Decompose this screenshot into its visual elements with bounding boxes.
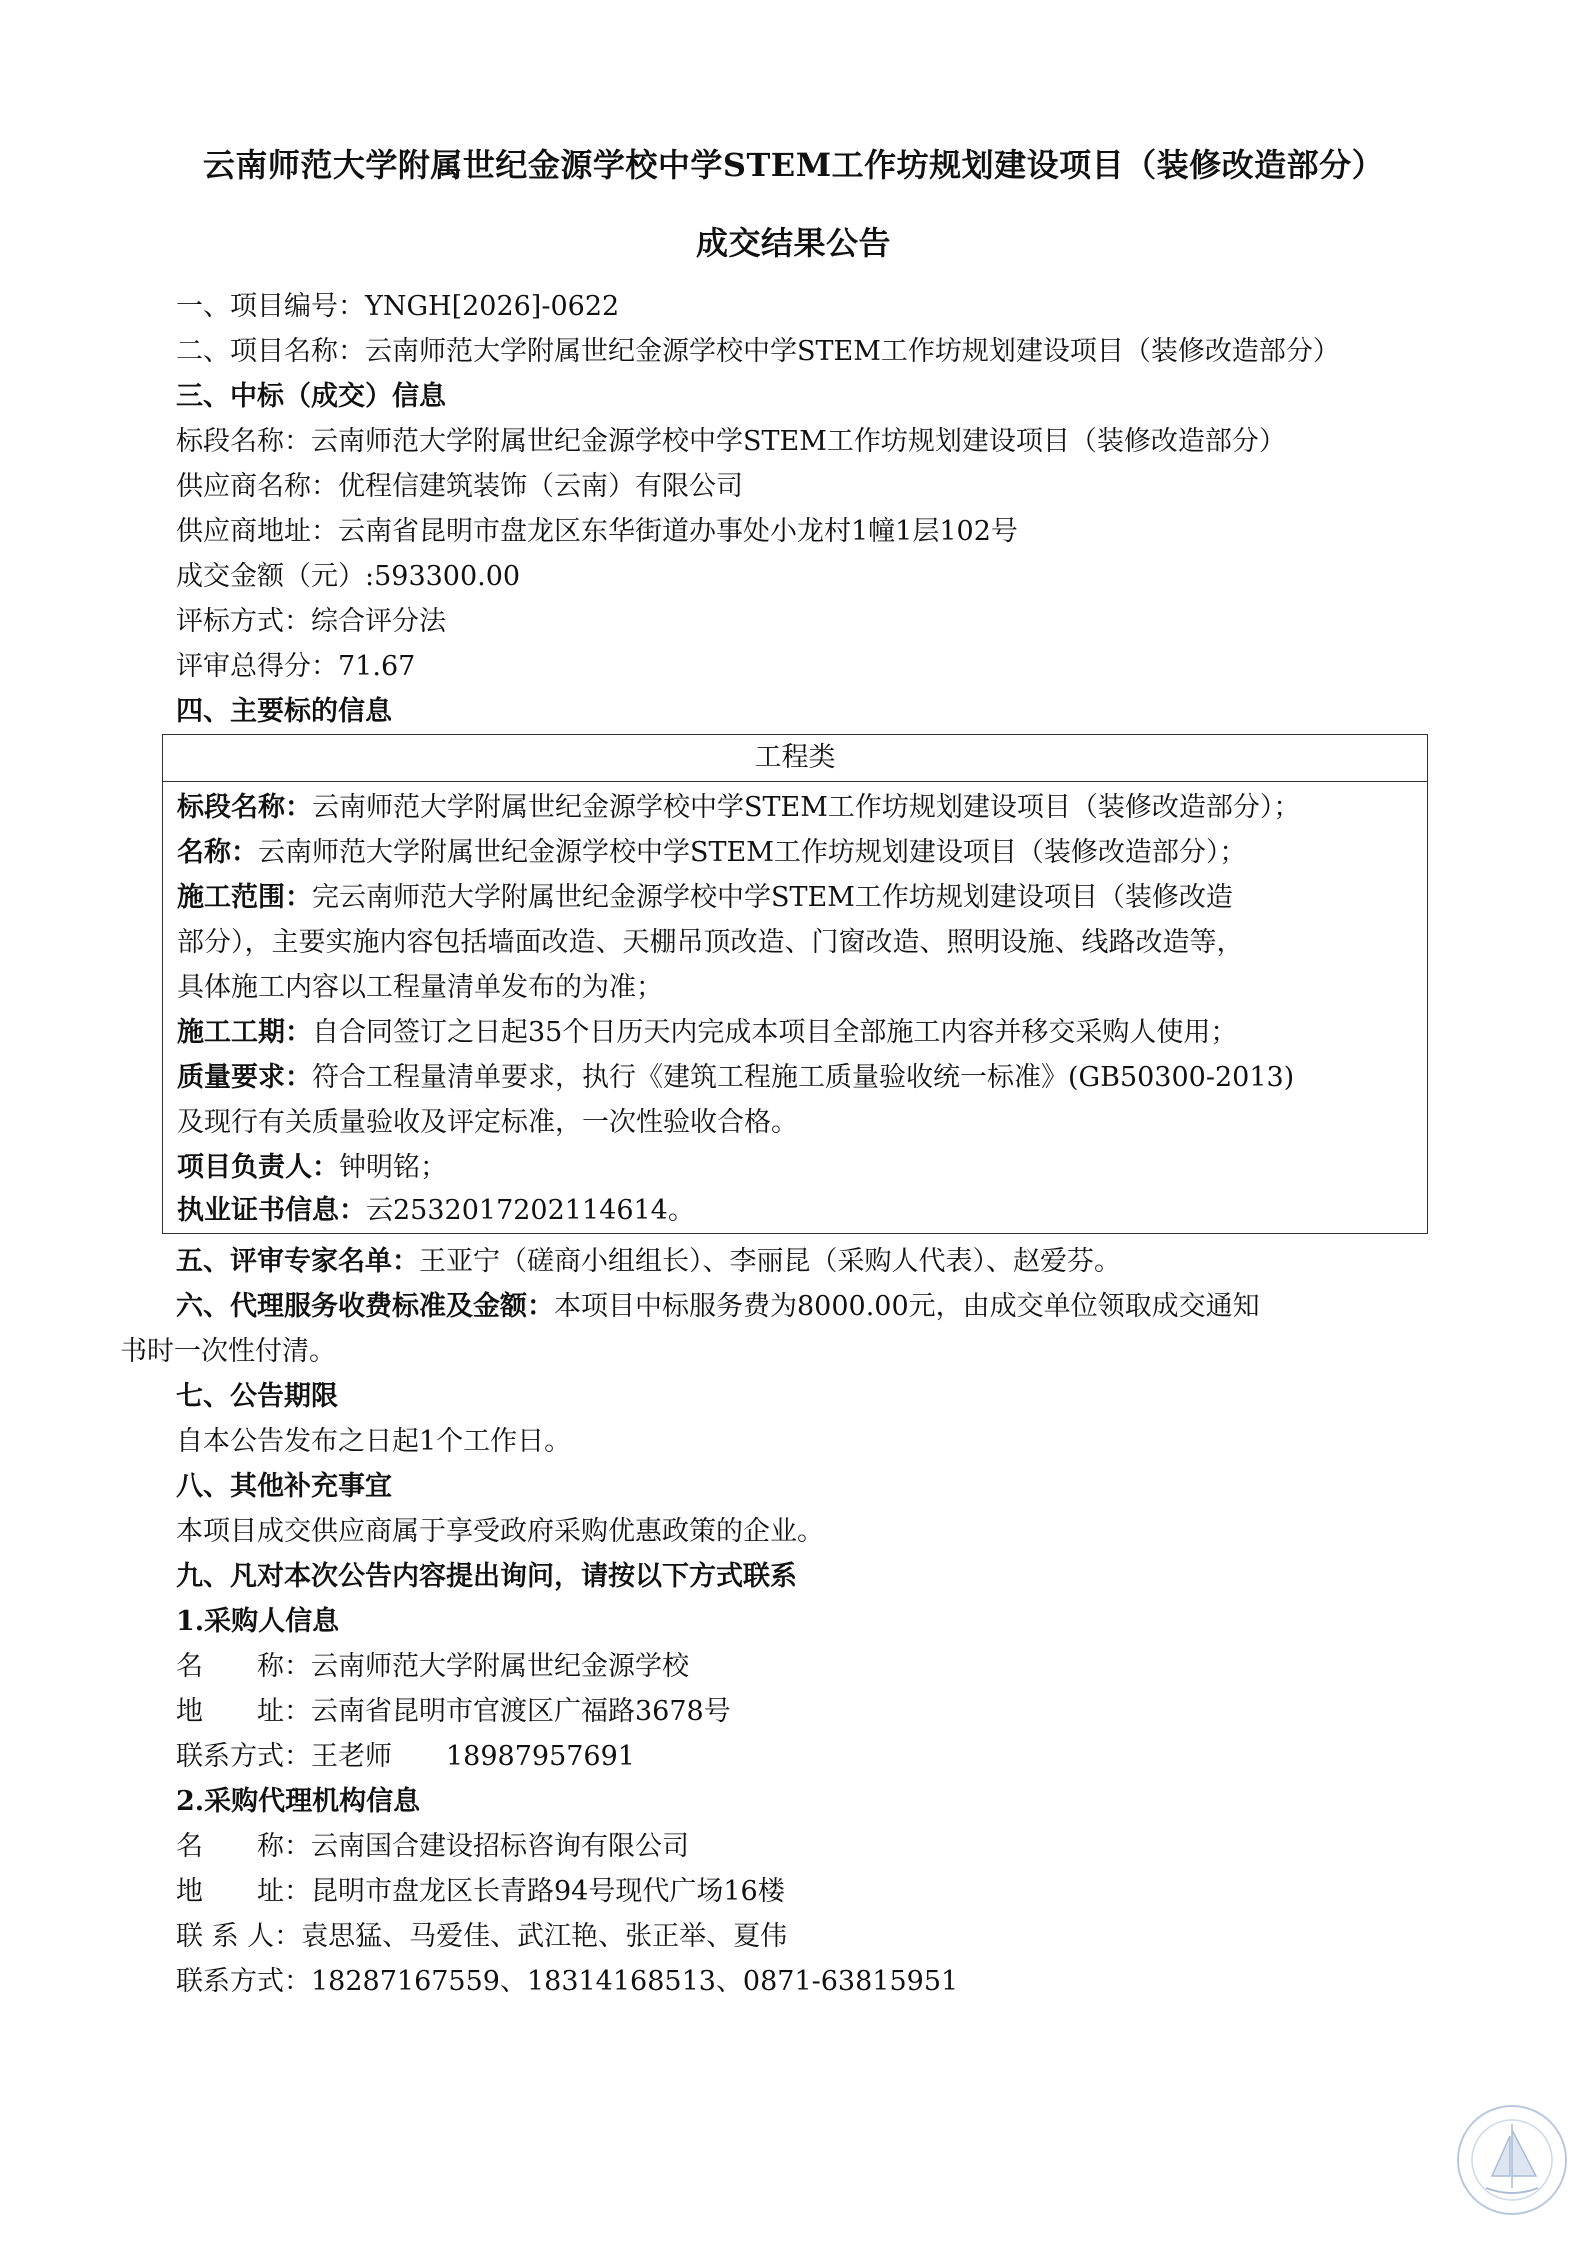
project-name-label: 二、项目名称：	[176, 336, 365, 367]
table-quality-line1	[177, 1061, 1413, 1095]
buyer-contact-line: 联系方式：王老师 18987957691	[176, 1741, 635, 1772]
total-score-line: 评审总得分：71.67	[176, 651, 416, 682]
agency-fee-label: 六、代理服务收费标准及金额：	[176, 1291, 554, 1322]
notice-period-value: 自本公告发布之日起1个工作日。	[176, 1426, 572, 1457]
table-manager-label: 项目负责人：	[177, 1152, 339, 1183]
agency-fee-value-1: 本项目中标服务费为8000.00元，由成交单位领取成交通知	[554, 1291, 1260, 1322]
buyer-name-line: 名 称：云南师范大学附属世纪金源学校	[176, 1651, 689, 1682]
table-cert-line	[177, 1194, 1413, 1228]
table-cert-value: 云2532017202114614。	[366, 1195, 695, 1226]
agent-name-line: 名 称：云南国合建设招标咨询有限公司	[176, 1831, 689, 1862]
agent-info-heading: 2.采购代理机构信息	[176, 1786, 421, 1817]
table-name-line	[177, 836, 1413, 870]
deal-amount-line: 成交金额（元）:593300.00	[176, 561, 521, 592]
document-title-line2: 成交结果公告	[695, 224, 891, 262]
table-scope-value-1: 完云南师范大学附属世纪金源学校中学STEM工作坊规划建设项目（装修改造	[312, 882, 1233, 913]
table-header: 工程类	[163, 735, 1427, 782]
supplier-address-line: 供应商地址：云南省昆明市盘龙区东华街道办事处小龙村1幢1层102号	[176, 516, 1018, 547]
table-name-value: 云南师范大学附属世纪金源学校中学STEM工作坊规划建设项目（装修改造部分）；	[258, 837, 1247, 868]
table-scope-line3: 具体施工内容以工程量清单发布的为准；	[177, 972, 663, 1003]
table-lot-label: 标段名称：	[177, 792, 312, 823]
table-quality-line2: 及现行有关质量验收及评定标准，一次性验收合格。	[177, 1107, 798, 1138]
table-lot-line	[177, 791, 1413, 825]
buyer-info-heading: 1.采购人信息	[176, 1606, 340, 1637]
agent-people-line: 联 系 人：袁思猛、马爱佳、武江艳、张正举、夏伟	[176, 1921, 788, 1952]
table-manager-line	[177, 1151, 1413, 1185]
table-lot-value: 云南师范大学附属世纪金源学校中学STEM工作坊规划建设项目（装修改造部分）；	[312, 792, 1301, 823]
table-quality-value-1: 符合工程量清单要求，执行《建筑工程施工质量验收统一标准》(GB50300-2013)	[312, 1062, 1295, 1093]
agent-address-line: 地 址：昆明市盘龙区长青路94号现代广场16楼	[176, 1876, 785, 1907]
project-number-line	[176, 290, 1467, 324]
table-name-label: 名称：	[177, 837, 258, 868]
winner-info-heading: 三、中标（成交）信息	[176, 381, 446, 412]
document-title-line1: 云南师范大学附属世纪金源学校中学STEM工作坊规划建设项目（装修改造部分）	[202, 146, 1385, 184]
project-number-value: YNGH[2026]-0622	[365, 291, 620, 322]
buyer-address-line: 地 址：云南省昆明市官渡区广福路3678号	[176, 1696, 731, 1727]
table-period-label: 施工工期：	[177, 1017, 312, 1048]
experts-line	[176, 1245, 1467, 1279]
agency-fee-line1	[176, 1290, 1467, 1324]
main-subject-heading: 四、主要标的信息	[176, 696, 392, 727]
notice-period-heading: 七、公告期限	[176, 1381, 338, 1412]
table-scope-line2: 部分），主要实施内容包括墙面改造、天棚吊顶改造、门窗改造、照明设施、线路改造等，	[177, 927, 1244, 958]
subject-info-table	[162, 734, 1428, 1234]
experts-label: 五、评审专家名单：	[176, 1246, 419, 1277]
agency-fee-line2: 书时一次性付清。	[120, 1336, 336, 1367]
supplier-name-line: 供应商名称：优程信建筑装饰（云南）有限公司	[176, 471, 743, 502]
table-scope-line1	[177, 881, 1413, 915]
table-manager-value: 钟明铭；	[339, 1152, 447, 1183]
table-quality-label: 质量要求：	[177, 1062, 312, 1093]
supplementary-heading: 八、其他补充事宜	[176, 1471, 392, 1502]
contact-heading: 九、凡对本次公告内容提出询问，请按以下方式联系	[176, 1561, 797, 1592]
project-name-line	[176, 335, 1467, 369]
evaluation-method-line: 评标方式：综合评分法	[176, 606, 446, 637]
table-cert-label: 执业证书信息：	[177, 1195, 366, 1226]
supplementary-value: 本项目成交供应商属于享受政府采购优惠政策的企业。	[176, 1516, 824, 1547]
experts-value: 王亚宁（磋商小组组长）、李丽昆（采购人代表）、赵爱芬。	[419, 1246, 1121, 1277]
agent-contact-line: 联系方式：18287167559、18314168513、0871-63815951	[176, 1966, 959, 1997]
school-seal-icon	[1452, 2100, 1572, 2220]
project-number-label: 一、项目编号：	[176, 291, 365, 322]
table-period-value: 自合同签订之日起35个日历天内完成本项目全部施工内容并移交采购人使用；	[312, 1017, 1238, 1048]
table-scope-label: 施工范围：	[177, 882, 312, 913]
table-period-line	[177, 1016, 1413, 1050]
project-name-value: 云南师范大学附属世纪金源学校中学STEM工作坊规划建设项目（装修改造部分）	[365, 336, 1340, 367]
lot-name-line: 标段名称：云南师范大学附属世纪金源学校中学STEM工作坊规划建设项目（装修改造部分）	[176, 426, 1286, 457]
